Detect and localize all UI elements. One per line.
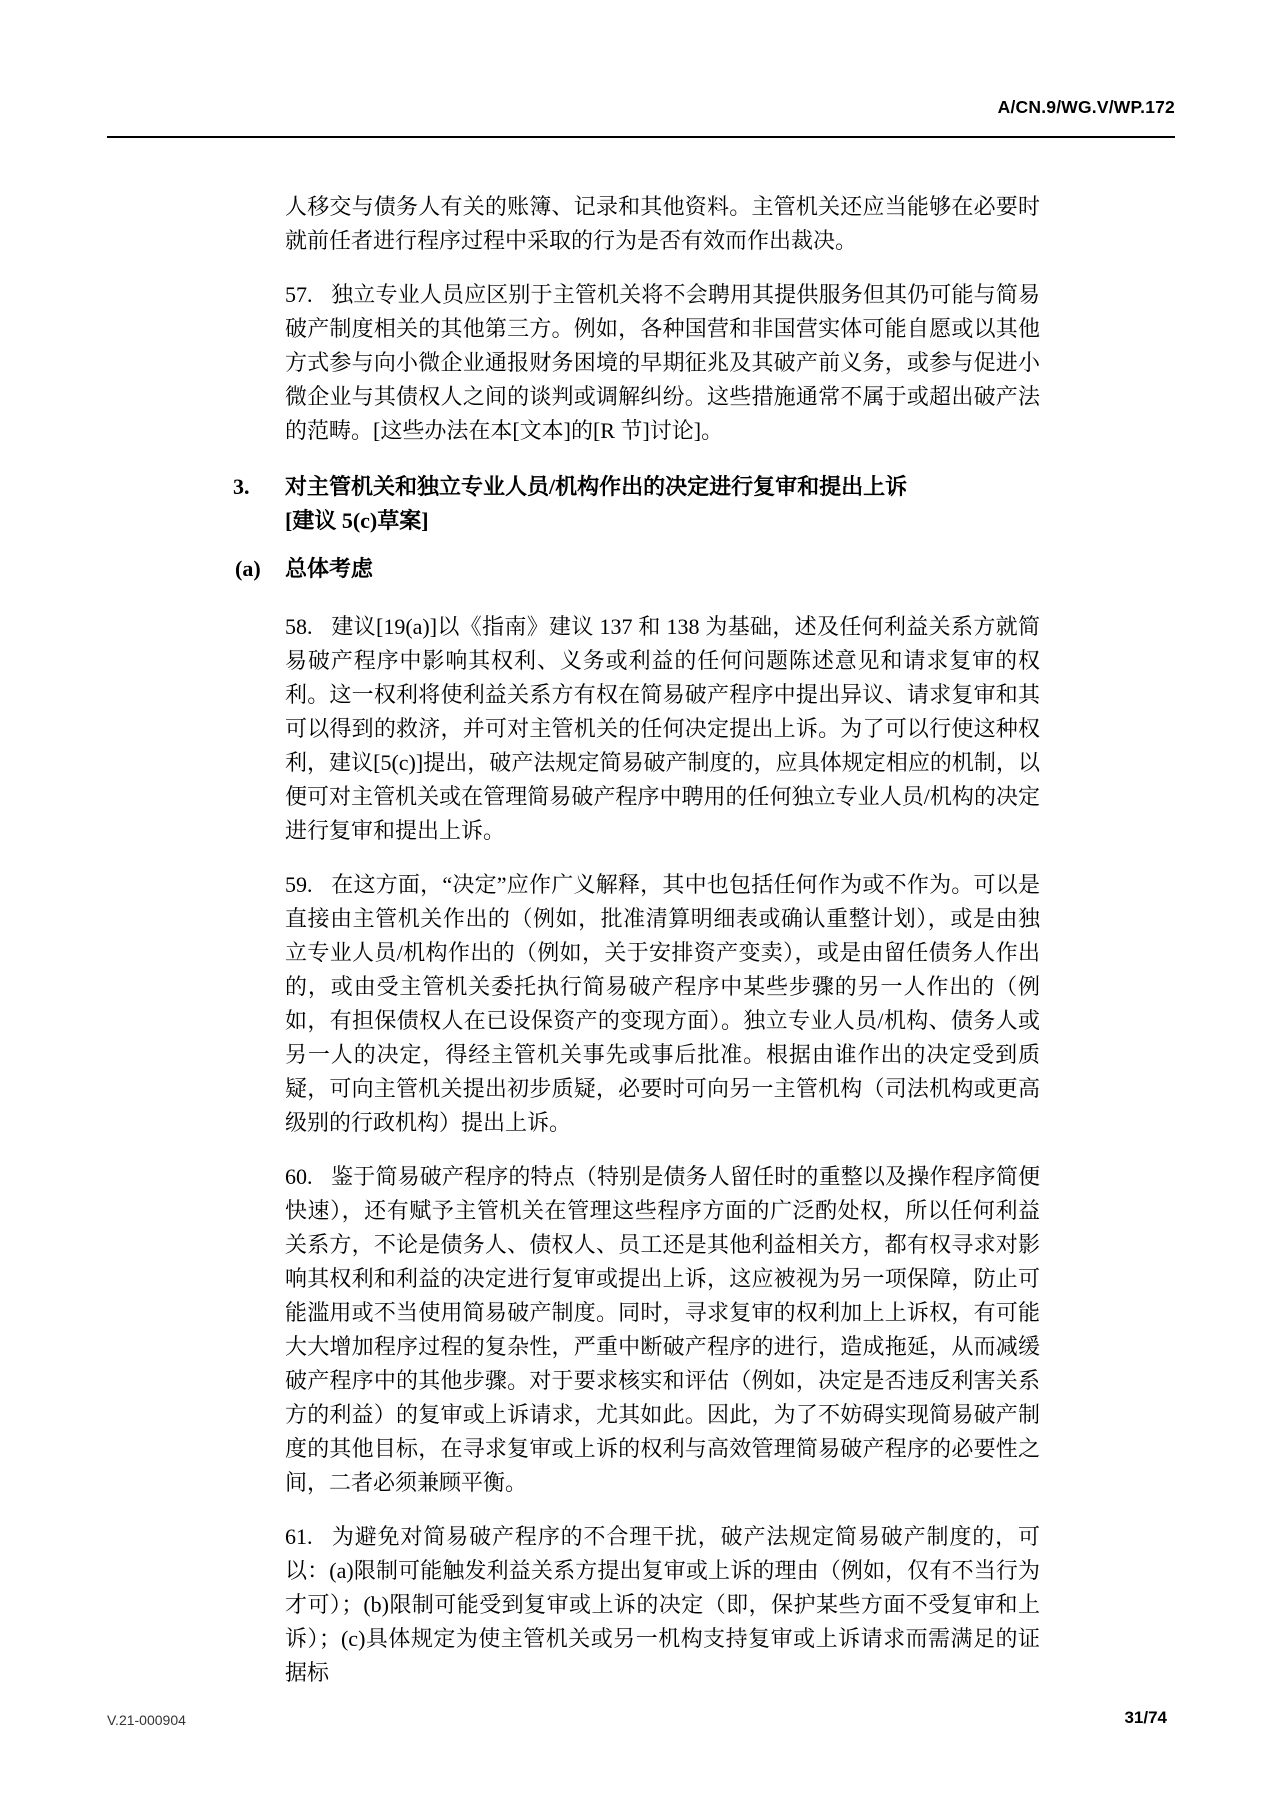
continuation-paragraph: 人移交与债务人有关的账簿、记录和其他资料。主管机关还应当能够在必要时就前任者进行程序过程中采取的行为是否有效而作出裁决。 bbox=[285, 194, 1040, 253]
footer-page-number: 31/74 bbox=[1124, 1708, 1167, 1727]
paragraph-57 bbox=[285, 278, 1040, 448]
paragraph-60-text: 鉴于简易破产程序的特点（特别是债务人留任时的重整以及操作程序简便快速），还有赋予主管机关在管理这些程序方面的广泛酌处权，所以任何利益关系方，不论是债务人、债权人、员工还是其他利益相关方，都有权寻求对影响其权利和利益的决定进行复审或提出上诉，这应被视为另一项保障，防止可能滥用或不当使用简易破产制度。同时，寻求复审的权利加上上诉权，有可能大大增加程序过程的复杂性，严重中断破产程序的进行，造成拖延，从而减缓破产程序中的其他步骤。对于要求核实和评估（例如，决定是否违反利害关系方的利益）的复审或上诉请求，尤其如此。因此，为了不妨碍实现简易破产制度的其他目标，在寻求复审或上诉的权利与高效管理简易破产程序的必要性之间，二者必须兼顾平衡。 bbox=[285, 1164, 1040, 1495]
document-body bbox=[233, 190, 1040, 1710]
paragraph-60 bbox=[285, 1160, 1040, 1500]
paragraph-61-text: 为避免对简易破产程序的不合理干扰，破产法规定简易破产制度的，可以：(a)限制可能触发利益关系方提出复审或上诉的理由（例如，仅有不当行为才可）；(b)限制可能受到复审或上诉的决定（即，保护某些方面不受复审和上诉）；(c)具体规定为使主管机关或另一机构支持复审或上诉请求而需满足的证据标 bbox=[285, 1524, 1040, 1685]
footer-job-number: V.21-000904 bbox=[107, 1712, 186, 1728]
paragraph-59-text: 在这方面，“决定”应作广义解释，其中也包括任何作为或不作为。可以是直接由主管机关作出的（例如，批准清算明细表或确认重整计划），或是由独立专业人员/机构作出的（例如，关于安排资产变卖），或是由留任债务人作出的，或由受主管机关委托执行简易破产程序中某些步骤的另一人作出的（例如，有担保债权人在已设保资产的变现方面）。独立专业人员/机构、债务人或另一人的决定，得经主管机关事先或事后批准。根据由谁作出的决定受到质疑，可向主管机关提出初步质疑，必要时可向另一主管机构（司法机构或更高级别的行政机构）提出上诉。 bbox=[285, 872, 1040, 1135]
paragraph-59 bbox=[285, 868, 1040, 1140]
section-heading-number: 3. bbox=[233, 474, 250, 499]
paragraph-58-text: 建议[19(a)]以《指南》建议 137 和 138 为基础，述及任何利益关系方就简易破产程序中影响其权利、义务或利益的任何问题陈述意见和请求复审的权利。这一权利将使利益关系方有权在简易破产程序中提出异议、请求复审和其可以得到的救济，并可对主管机关的任何决定提出上诉。为了可以行使这种权利，建议[5(c)]提出，破产法规定简易破产制度的，应具体规定相应的机制，以便可对主管机关或在管理简易破产程序中聘用的任何独立专业人员/机构的决定进行复审和提出上诉。 bbox=[285, 614, 1040, 843]
paragraph-60-number: 60. bbox=[285, 1164, 313, 1189]
section-heading-text bbox=[285, 470, 1040, 538]
section-heading-title: 对主管机关和独立专业人员/机构作出的决定进行复审和提出上诉 bbox=[285, 474, 908, 499]
section-heading-subtitle: [建议 5(c)草案] bbox=[285, 508, 429, 533]
paragraph-58-number: 58. bbox=[285, 614, 313, 639]
paragraph-57-text: 独立专业人员应区别于主管机关将不会聘用其提供服务但其仍可能与简易破产制度相关的其他第三方。例如，各种国营和非国营实体可能自愿或以其他方式参与向小微企业通报财务困境的早期征兆及其破产前义务，或参与促进小微企业与其债权人之间的谈判或调解纠纷。这些措施通常不属于或超出破产法的范畴。[这些办法在本[文本]的[R 节]讨论]。 bbox=[285, 282, 1040, 443]
document-symbol: A/CN.9/WG.V/WP.172 bbox=[997, 97, 1175, 117]
subsection-heading-title: 总体考虑 bbox=[285, 556, 374, 581]
paragraph-61 bbox=[285, 1520, 1040, 1690]
subsection-heading-a bbox=[235, 552, 1040, 586]
header-rule bbox=[107, 136, 1175, 138]
section-heading-3 bbox=[233, 470, 1040, 538]
paragraph-58 bbox=[285, 610, 1040, 848]
paragraph-61-number: 61. bbox=[285, 1524, 313, 1549]
paragraph-59-number: 59. bbox=[285, 872, 313, 897]
paragraph-57-number: 57. bbox=[285, 282, 313, 307]
subsection-heading-number: (a) bbox=[235, 556, 261, 581]
